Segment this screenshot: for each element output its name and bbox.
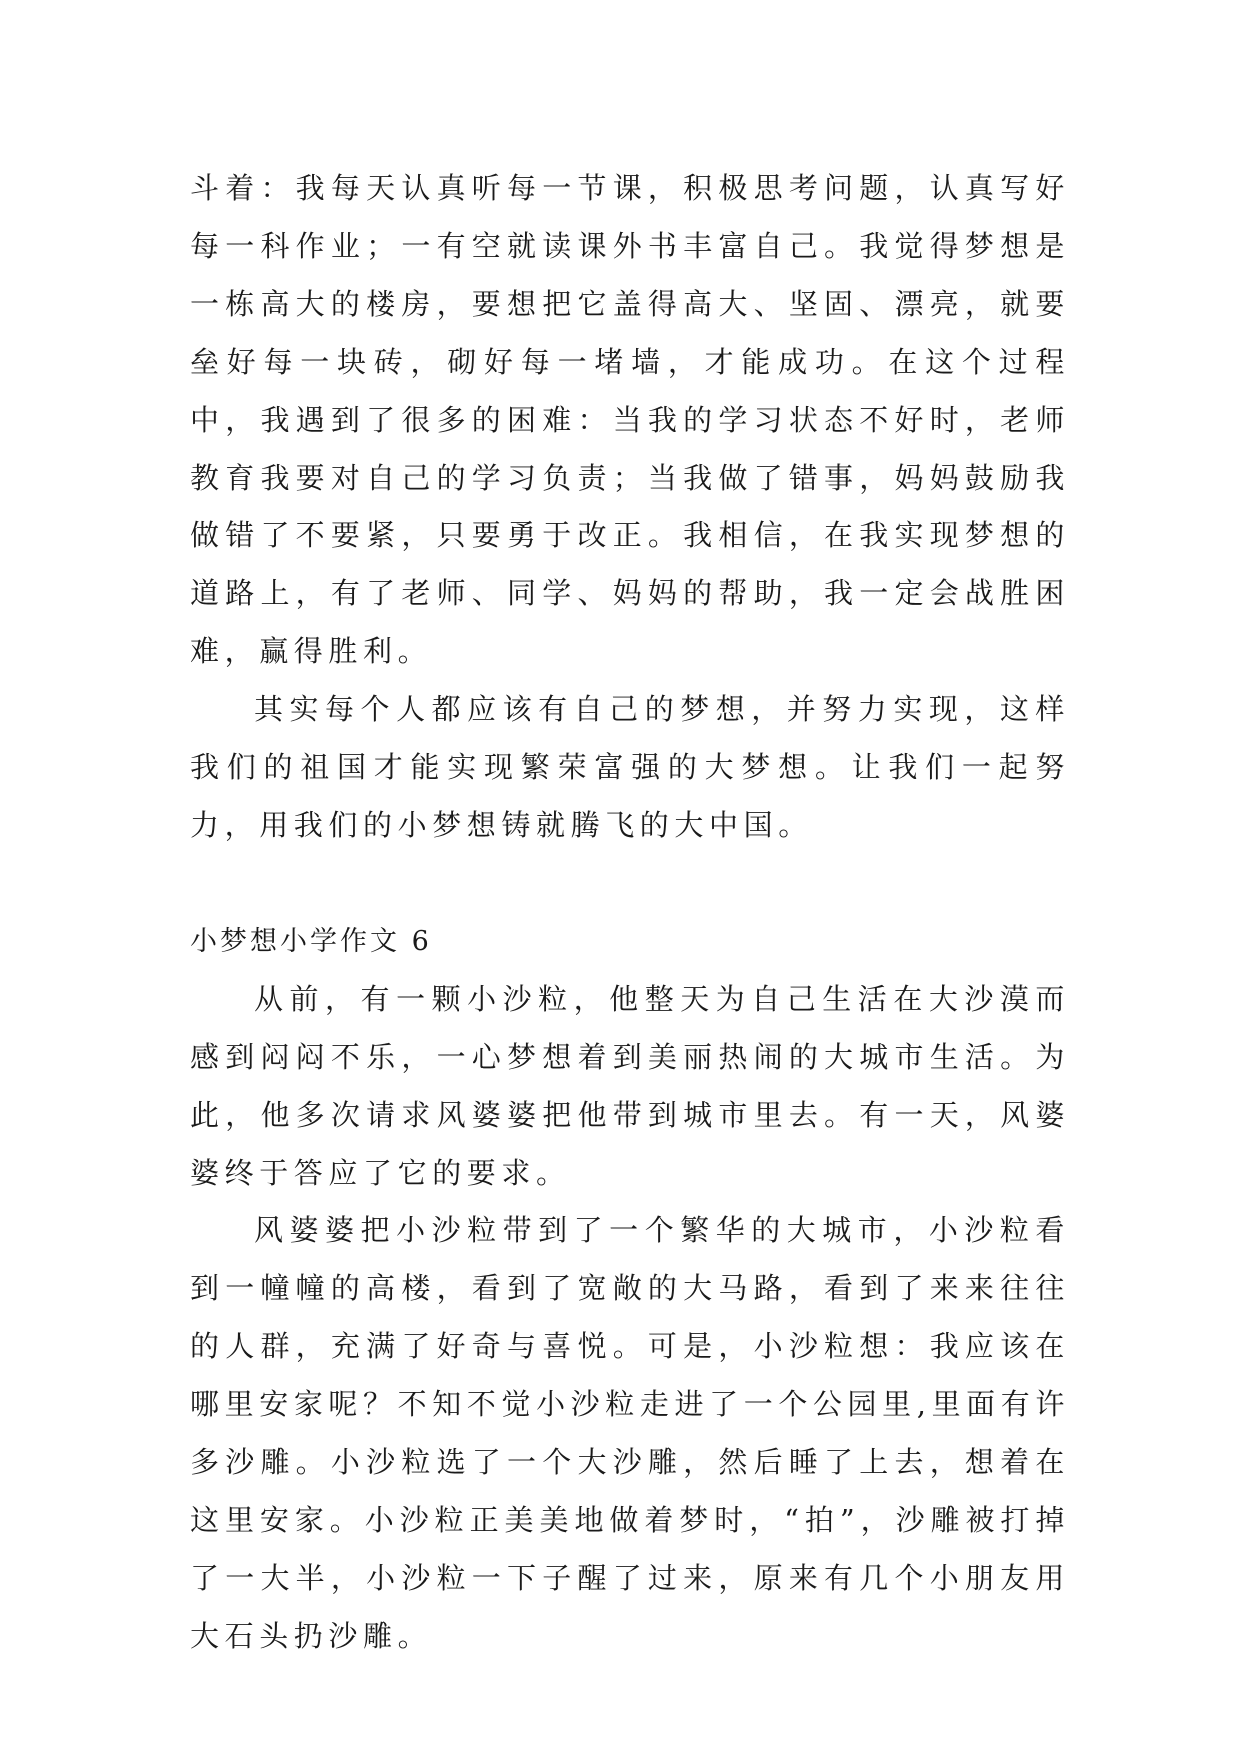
paragraph-continued: 斗着：我每天认真听每一节课，积极思考问题，认真写好每一科作业；一有空就读课外书丰富自己。我觉得梦想是一栋高大的楼房，要想把它盖得高大、坚固、漂亮，就要垒好每一块砖，砌好每一堵墙，才能成功。在这个过程中，我遇到了很多的困难：当我的学习状态不好时，老师教育我要对自己的学习负责；当我做了错事，妈妈鼓励我做错了不要紧，只要勇于改正。我相信，在我实现梦想的道路上，有了老师、同学、妈妈的帮助，我一定会战胜困难，赢得胜利。: [190, 171, 1070, 669]
document-page: [190, 160, 1070, 1666]
paragraph-story-city: 风婆婆把小沙粒带到了一个繁华的大城市，小沙粒看到一幢幢的高楼，看到了宽敞的大马路，看到了来来往往的人群，充满了好奇与喜悦。可是，小沙粒想：我应该在哪里安家呢？不知不觉小沙粒走进了一个公园里,里面有许多沙雕。小沙粒选了一个大沙雕，然后睡了上去，想着在这里安家。小沙粒正美美地做着梦时，“拍”，沙雕被打掉了一大半，小沙粒一下子醒了过来，原来有几个小朋友用大石头扔沙雕。: [190, 1213, 1070, 1653]
section-title: 小梦想小学作文 6: [190, 925, 432, 957]
paragraph-conclusion: 其实每个人都应该有自己的梦想，并努力实现，这样我们的祖国才能实现繁荣富强的大梦想。让我们一起努力，用我们的小梦想铸就腾飞的大中国。: [190, 692, 1070, 842]
section-spacer: [190, 855, 1070, 913]
paragraph-story-intro: 从前，有一颗小沙粒，他整天为自己生活在大沙漠而感到闷闷不乐，一心梦想着到美丽热闹的大城市生活。为此，他多次请求风婆婆把他带到城市里去。有一天，风婆婆终于答应了它的要求。: [190, 981, 1070, 1190]
